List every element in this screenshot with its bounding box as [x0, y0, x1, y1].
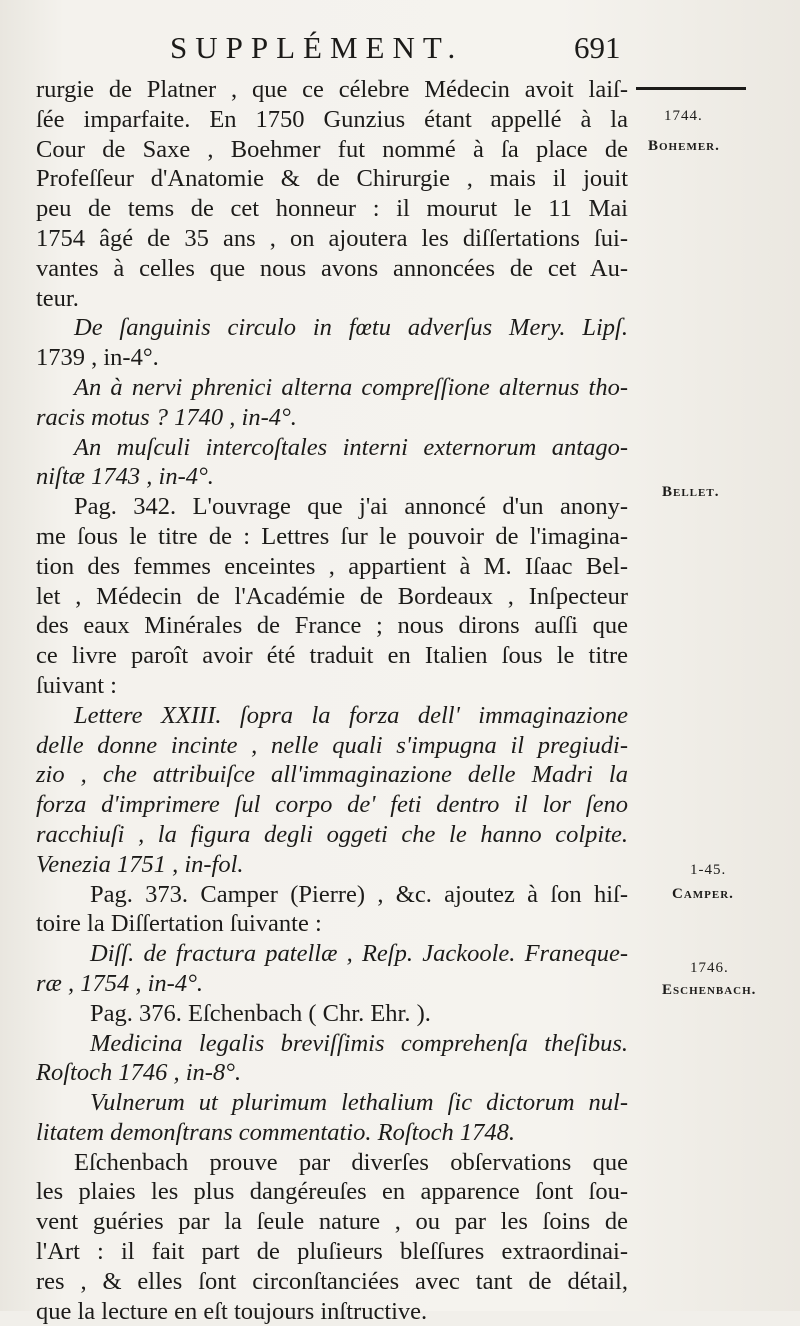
text-line: ce livre paroît avoir été traduit en Italien ſous le titre: [36, 642, 628, 670]
margin-name-bohemer: Bohemer.: [648, 138, 720, 154]
text-line: l'Art : il fait part de pluſieurs bleſſures extraordinai-: [36, 1238, 628, 1266]
citation-line: delle donne incinte , nelle quali s'impugna il pregiudi-: [36, 731, 628, 759]
citation-line: Roſtoch 1746 , in-8°.: [36, 1059, 242, 1087]
text-line: teur.: [36, 284, 79, 312]
text-line: toire la Diſſertation ſuivante :: [36, 910, 322, 938]
margin-year-1745: 1-45.: [690, 862, 727, 878]
citation-line: Diſſ. de fractura patellæ , Reſp. Jackoole. Franeque-: [90, 940, 628, 968]
citation-line: An muſculi intercoſtales interni externorum antago-: [74, 433, 628, 461]
citation-line: litatem demonſtrans commentatio. Roſtoch 1748.: [36, 1118, 516, 1146]
text-line: vent guéries par la ſeule nature , ou par les ſoins de: [36, 1208, 628, 1236]
margin-year-1744: 1744.: [664, 108, 703, 124]
citation-line: zio , che attribuiſce all'immaginazione delle Madri la: [36, 761, 628, 789]
citation-line: niſtæ 1743 , in-4°.: [36, 463, 214, 491]
text-line: Pag. 376. Eſchenbach ( Chr. Ehr. ).: [90, 999, 431, 1027]
citation-line: racis motus ? 1740 , in-4°.: [36, 403, 297, 431]
citation-line: An à nervi phrenici alterna compreſſione alternus tho-: [74, 373, 628, 401]
citation-line: forza d'imprimere ſul corpo de' feti dentro il lor ſeno: [36, 791, 628, 819]
text-line: que la lecture en eſt toujours inſtructive.: [36, 1297, 428, 1325]
page-number: 691: [574, 30, 621, 65]
text-line: res , & elles ſont circonſtanciées avec tant de détail,: [36, 1267, 628, 1295]
citation-line: Medicina legalis breviſſimis comprehenſa theſibus.: [90, 1029, 628, 1057]
text-line: 1754 âgé de 35 ans , on ajoutera les diſſertations ſui-: [36, 224, 628, 252]
page-header-title: SUPPLÉMENT.: [170, 30, 464, 65]
citation-line: 1739 , in-4°.: [36, 344, 159, 372]
text-line: tion des femmes enceintes , appartient à M. Iſaac Bel-: [36, 552, 628, 580]
citation-line: De ſanguinis circulo in fœtu adverſus Mery. Lipſ.: [74, 314, 628, 342]
text-line: Profeſſeur d'Anatomie & de Chirurgie , mais il jouit: [36, 165, 628, 193]
text-line: ſée imparfaite. En 1750 Gunzius étant appellé à la: [36, 105, 628, 133]
margin-name-bellet: Bellet.: [662, 484, 720, 500]
margin-rule: [636, 87, 746, 90]
text-line: les plaies les plus dangéreuſes en apparence ſont ſou-: [36, 1178, 628, 1206]
text-line: vantes à celles que nous avons annoncées de cet Au-: [36, 254, 628, 282]
text-line: Eſchenbach prouve par diverſes obſervations que: [74, 1148, 628, 1176]
text-line: Pag. 342. L'ouvrage que j'ai annoncé d'un anony-: [74, 493, 628, 521]
citation-line: Vulnerum ut plurimum lethalium ſic dictorum nul-: [90, 1089, 628, 1117]
text-line: rurgie de Platner , que ce célebre Médecin avoit laiſ-: [36, 76, 628, 103]
text-line: peu de tems de cet honneur : il mourut le 11 Mai: [36, 195, 628, 223]
citation-line: Venezia 1751 , in-fol.: [36, 850, 244, 878]
text-line: me ſous le titre de : Lettres ſur le pouvoir de l'imagina-: [36, 522, 628, 550]
text-line: des eaux Minérales de France ; nous dirons auſſi que: [36, 612, 628, 640]
citation-line: Lettere XXIII. ſopra la forza dell' immaginazione: [74, 701, 628, 729]
margin-name-eschenbach: Eschenbach.: [662, 982, 757, 998]
citation-line: racchiuſi , la figura degli oggeti che le hanno colpite.: [36, 820, 628, 848]
text-line: let , Médecin de l'Académie de Bordeaux , Inſpecteur: [36, 582, 628, 610]
text-line: Pag. 373. Camper (Pierre) , &c. ajoutez à ſon hiſ-: [90, 880, 628, 908]
body-text: [36, 75, 628, 1326]
text-line: ſuivant :: [36, 671, 117, 699]
margin-name-camper: Camper.: [672, 886, 734, 902]
running-head: [0, 30, 800, 70]
margin-year-1746: 1746.: [690, 960, 729, 976]
text-line: Cour de Saxe , Boehmer fut nommé à ſa place de: [36, 135, 628, 163]
citation-line: ræ , 1754 , in-4°.: [36, 969, 204, 997]
